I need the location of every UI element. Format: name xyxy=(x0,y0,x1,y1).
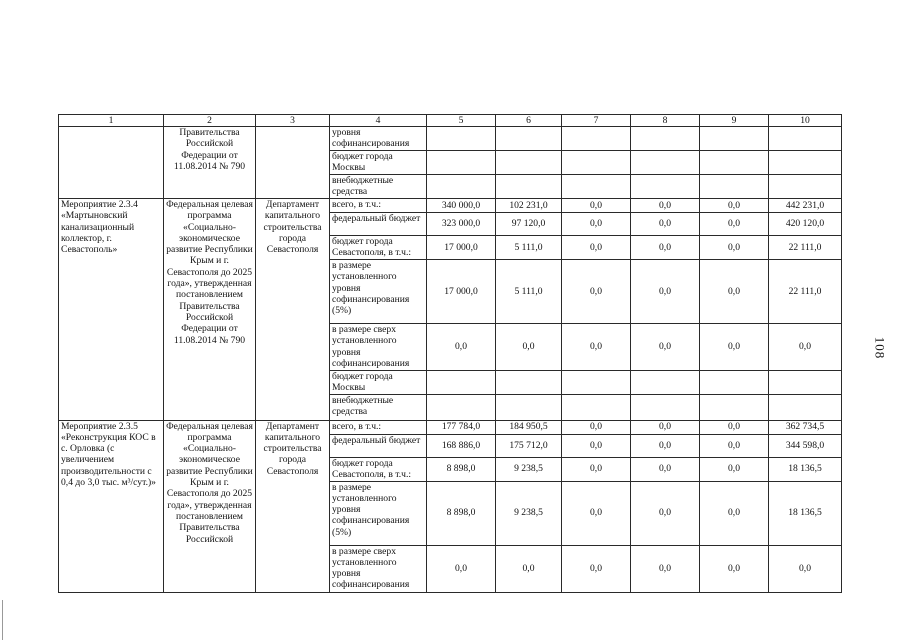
column-number: 6 xyxy=(496,115,562,127)
amount-cell xyxy=(496,127,562,151)
executor: Департамент капитального строительства города Севастополя xyxy=(256,420,330,592)
amount-cell: 0,0 xyxy=(631,545,700,592)
amount-cell xyxy=(496,151,562,175)
amount-cell: 0,0 xyxy=(700,545,769,592)
amount-cell xyxy=(562,151,631,175)
amount-cell: 5 111,0 xyxy=(496,236,562,260)
amount-cell xyxy=(769,371,842,395)
funding-source: уровня софинансирования xyxy=(330,127,427,151)
amount-cell: 17 000,0 xyxy=(427,260,496,324)
amount-cell: 5 111,0 xyxy=(496,260,562,324)
column-number-row xyxy=(59,115,842,127)
amount-cell: 0,0 xyxy=(631,260,700,324)
amount-cell xyxy=(631,151,700,175)
amount-cell: 0,0 xyxy=(562,457,631,481)
amount-cell: 0,0 xyxy=(496,324,562,371)
amount-cell xyxy=(427,371,496,395)
amount-cell xyxy=(700,151,769,175)
amount-cell: 0,0 xyxy=(700,213,769,236)
amount-cell: 0,0 xyxy=(562,434,631,457)
amount-cell: 420 120,0 xyxy=(769,213,842,236)
measure-name: Мероприятие 2.3.5 «Реконструкция КОС в с. Орловка (с увеличением производительности с 0,4 до 3,0 тыс. м³/сут.)» xyxy=(59,420,164,592)
funding-source: в размере установленного уровня софинансирования (5%) xyxy=(330,481,427,545)
funding-source: внебюджетные средства xyxy=(330,394,427,420)
amount-cell: 102 231,0 xyxy=(496,199,562,213)
amount-cell xyxy=(496,371,562,395)
page-number: 108 xyxy=(872,336,888,360)
amount-cell xyxy=(631,394,700,420)
amount-cell: 22 111,0 xyxy=(769,260,842,324)
column-number: 4 xyxy=(330,115,427,127)
amount-cell: 340 000,0 xyxy=(427,199,496,213)
amount-cell: 9 238,5 xyxy=(496,457,562,481)
amount-cell: 0,0 xyxy=(700,236,769,260)
amount-cell: 17 000,0 xyxy=(427,236,496,260)
table-row xyxy=(59,127,842,151)
column-number: 10 xyxy=(769,115,842,127)
amount-cell xyxy=(631,127,700,151)
amount-cell: 0,0 xyxy=(769,324,842,371)
amount-cell: 0,0 xyxy=(427,545,496,592)
funding-source: федеральный бюджет xyxy=(330,213,427,236)
amount-cell: 0,0 xyxy=(562,236,631,260)
table-row xyxy=(59,199,842,213)
amount-cell xyxy=(631,175,700,199)
funding-source: федеральный бюджет xyxy=(330,434,427,457)
measure-name xyxy=(59,127,164,199)
amount-cell: 344 598,0 xyxy=(769,434,842,457)
amount-cell xyxy=(427,394,496,420)
column-number: 2 xyxy=(164,115,256,127)
amount-cell: 22 111,0 xyxy=(769,236,842,260)
funding-source: бюджет города Севастополя, в т.ч.: xyxy=(330,236,427,260)
amount-cell: 0,0 xyxy=(631,236,700,260)
funding-source: бюджет города Москвы xyxy=(330,371,427,395)
funding-source: внебюджетные средства xyxy=(330,175,427,199)
amount-cell: 0,0 xyxy=(631,213,700,236)
program-basis: Правительства Российской Федерации от 11.08.2014 № 790 xyxy=(164,127,256,199)
amount-cell xyxy=(769,127,842,151)
program-basis: Федеральная целевая программа «Социально-экономическое развитие Республики Крым и г. Севастополя до 2025 года», утвержденная постановлением Правительства Российской Федерации от 11.08.2014 № 790 xyxy=(164,199,256,421)
amount-cell: 0,0 xyxy=(562,324,631,371)
amount-cell: 0,0 xyxy=(700,420,769,434)
amount-cell: 362 734,5 xyxy=(769,420,842,434)
measure-name: Мероприятие 2.3.4 «Мартыновский канализационный коллектор, г. Севастополь» xyxy=(59,199,164,421)
amount-cell: 175 712,0 xyxy=(496,434,562,457)
amount-cell xyxy=(631,371,700,395)
amount-cell: 18 136,5 xyxy=(769,481,842,545)
amount-cell: 97 120,0 xyxy=(496,213,562,236)
amount-cell: 0,0 xyxy=(562,545,631,592)
amount-cell: 8 898,0 xyxy=(427,457,496,481)
amount-cell xyxy=(700,371,769,395)
amount-cell: 0,0 xyxy=(562,260,631,324)
amount-cell: 0,0 xyxy=(700,260,769,324)
amount-cell xyxy=(562,127,631,151)
funding-table xyxy=(58,114,842,593)
amount-cell: 0,0 xyxy=(700,457,769,481)
amount-cell xyxy=(700,175,769,199)
column-number: 7 xyxy=(562,115,631,127)
table-row xyxy=(59,420,842,434)
funding-source: бюджет города Москвы xyxy=(330,151,427,175)
executor: Департамент капитального строительства города Севастополя xyxy=(256,199,330,421)
amount-cell xyxy=(427,151,496,175)
amount-cell: 0,0 xyxy=(427,324,496,371)
amount-cell xyxy=(427,127,496,151)
amount-cell: 0,0 xyxy=(700,324,769,371)
amount-cell xyxy=(769,175,842,199)
amount-cell xyxy=(769,394,842,420)
amount-cell xyxy=(427,175,496,199)
amount-cell: 0,0 xyxy=(496,545,562,592)
funding-source: в размере сверх установленного уровня софинансирования xyxy=(330,545,427,592)
amount-cell xyxy=(562,394,631,420)
column-number: 8 xyxy=(631,115,700,127)
funding-source: всего, в т.ч.: xyxy=(330,420,427,434)
amount-cell: 0,0 xyxy=(769,545,842,592)
executor xyxy=(256,127,330,199)
funding-source: бюджет города Севастополя, в т.ч.: xyxy=(330,457,427,481)
amount-cell: 9 238,5 xyxy=(496,481,562,545)
amount-cell: 0,0 xyxy=(631,457,700,481)
amount-cell xyxy=(700,394,769,420)
column-number: 9 xyxy=(700,115,769,127)
amount-cell: 0,0 xyxy=(631,481,700,545)
amount-cell: 323 000,0 xyxy=(427,213,496,236)
amount-cell xyxy=(700,127,769,151)
amount-cell: 168 886,0 xyxy=(427,434,496,457)
amount-cell xyxy=(562,175,631,199)
amount-cell xyxy=(769,151,842,175)
amount-cell: 0,0 xyxy=(562,213,631,236)
funding-source: в размере сверх установленного уровня софинансирования xyxy=(330,324,427,371)
amount-cell: 8 898,0 xyxy=(427,481,496,545)
amount-cell: 0,0 xyxy=(631,434,700,457)
program-basis: Федеральная целевая программа «Социально-экономическое развитие Республики Крым и г. Севастополя до 2025 года», утвержденная постановлением Правительства Российской xyxy=(164,420,256,592)
amount-cell: 18 136,5 xyxy=(769,457,842,481)
amount-cell xyxy=(496,175,562,199)
amount-cell: 177 784,0 xyxy=(427,420,496,434)
scan-edge-mark xyxy=(2,600,3,640)
amount-cell: 0,0 xyxy=(631,324,700,371)
amount-cell: 0,0 xyxy=(700,199,769,213)
funding-source: в размере установленного уровня софинансирования (5%) xyxy=(330,260,427,324)
amount-cell xyxy=(562,371,631,395)
amount-cell: 0,0 xyxy=(562,481,631,545)
amount-cell: 0,0 xyxy=(700,434,769,457)
amount-cell: 0,0 xyxy=(631,420,700,434)
amount-cell xyxy=(496,394,562,420)
column-number: 1 xyxy=(59,115,164,127)
amount-cell: 0,0 xyxy=(700,481,769,545)
amount-cell: 0,0 xyxy=(562,199,631,213)
amount-cell: 442 231,0 xyxy=(769,199,842,213)
column-number: 5 xyxy=(427,115,496,127)
amount-cell: 0,0 xyxy=(631,199,700,213)
amount-cell: 184 950,5 xyxy=(496,420,562,434)
amount-cell: 0,0 xyxy=(562,420,631,434)
column-number: 3 xyxy=(256,115,330,127)
funding-source: всего, в т.ч.: xyxy=(330,199,427,213)
